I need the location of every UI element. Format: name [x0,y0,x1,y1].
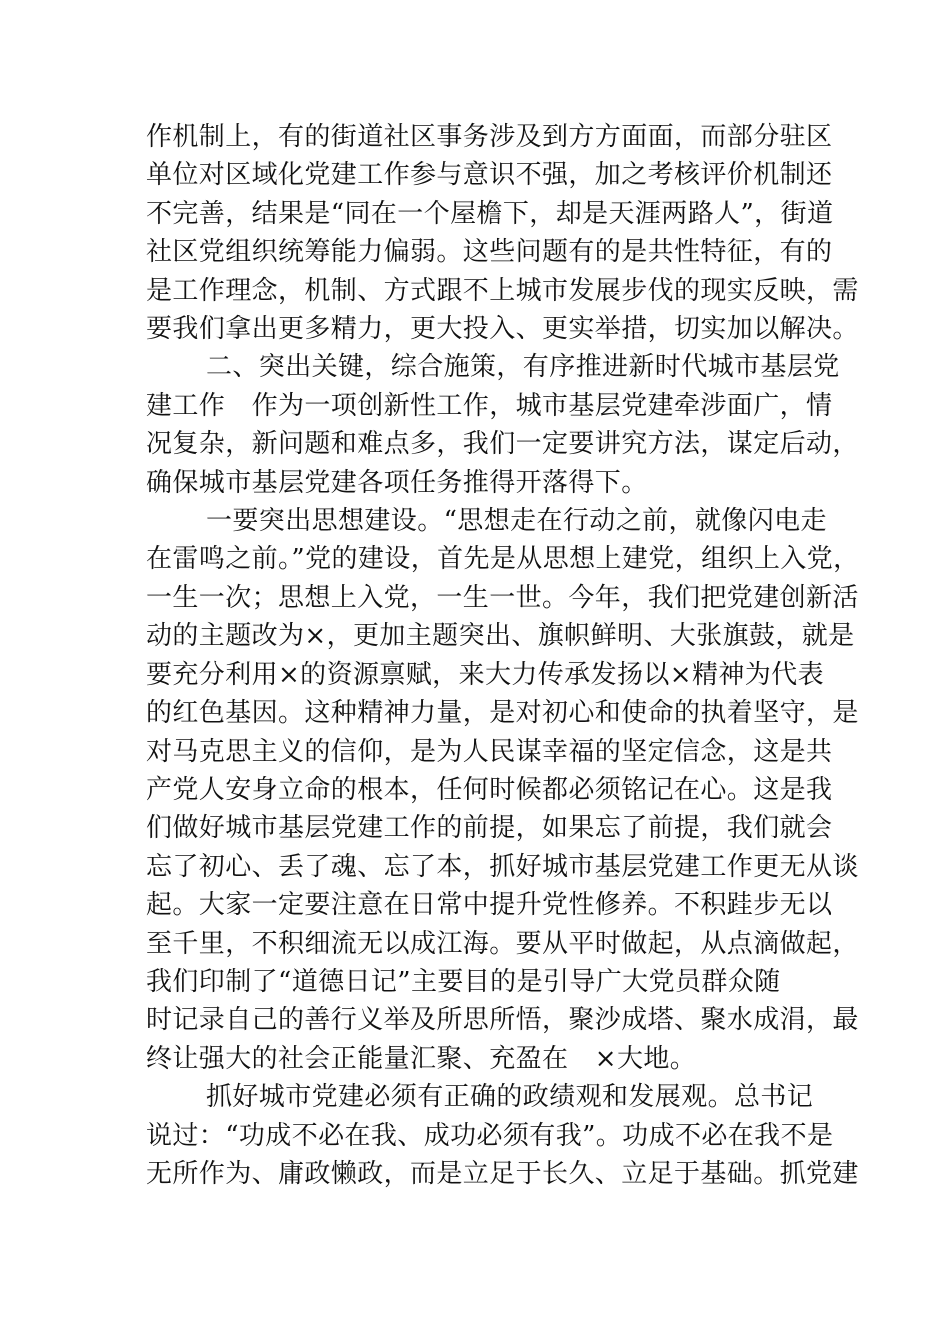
text-line: 一生一次；思想上入党，一生一世。今年，我们把党建创新活 [146,582,859,613]
text-line: 确保城市基层党建各项任务推得开落得下。 [146,467,648,498]
text-line: 我们印制了“道德日记”主要目的是引导广大党员群众随 [146,966,781,997]
text-line: 起。大家一定要注意在日常中提升党性修养。不积跬步无以 [146,890,833,921]
paragraph-2 [146,348,859,502]
document-body [146,118,860,1193]
paragraph-1 [146,118,859,348]
text-line: 们做好城市基层党建工作的前提，如果忘了前提，我们就会 [146,813,833,844]
text-line: 建工作 作为一项创新性工作，城市基层党建牵涉面广，情 [146,390,833,421]
text-line: 说过：“功成不必在我、成功必须有我”。功成不必在我不是 [146,1120,834,1151]
text-line: 无所作为、庸政懒政，而是立足于长久、立足于基础。抓党建 [146,1158,859,1189]
paragraph-4 [146,1078,859,1193]
text-line: 产党人安身立命的根本，任何时候都必须铭记在心。这是我 [146,774,833,805]
section-heading-line: 二、突出关键，综合施策，有序推进新时代城市基层党 [206,352,840,383]
text-line: 要充分利用×的资源禀赋，来大力传承发扬以×精神为代表 [146,659,824,690]
text-line: 对马克思主义的信仰，是为人民谋幸福的坚定信念，这是共 [146,736,833,767]
text-line: 忘了初心、丢了魂、忘了本，抓好城市基层党建工作更无从谈 [146,851,859,882]
text-line: 一要突出思想建设。“思想走在行动之前，就像闪电走 [206,506,827,537]
text-line: 抓好城市党建必须有正确的政绩观和发展观。总书记 [206,1082,814,1113]
text-line: 要我们拿出更多精力，更大投入、更实举措，切实加以解决。 [146,314,859,345]
paragraph-3 [146,502,860,1078]
text-line: 不完善，结果是“同在一个屋檐下，却是天涯两路人”，街道 [146,198,834,229]
text-line: 至千里，不积细流无以成江海。要从平时做起，从点滴做起， [146,928,859,959]
text-line: 作机制上，有的街道社区事务涉及到方方面面，而部分驻区 [146,122,833,152]
text-line: 单位对区域化党建工作参与意识不强，加之考核评价机制还 [146,160,833,191]
text-line: 况复杂，新问题和难点多，我们一定要讲究方法，谋定后动， [146,429,859,460]
text-line: 的红色基因。这种精神力量，是对初心和使命的执着坚守，是 [146,698,859,729]
text-line: 是工作理念，机制、方式跟不上城市发展步伐的现实反映，需 [146,275,859,306]
text-line: 时记录自己的善行义举及所思所悟，聚沙成塔、聚水成涓，最 [146,1005,859,1036]
text-line: 社区党组织统筹能力偏弱。这些问题有的是共性特征，有的 [146,237,833,268]
text-line: 动的主题改为×，更加主题突出、旗帜鲜明、大张旗鼓，就是 [146,621,855,652]
text-line: 终让强大的社会正能量汇聚、充盈在 ×大地。 [146,1043,697,1074]
text-line: 在雷鸣之前。”党的建设，首先是从思想上建党，组织上入党， [146,544,860,575]
